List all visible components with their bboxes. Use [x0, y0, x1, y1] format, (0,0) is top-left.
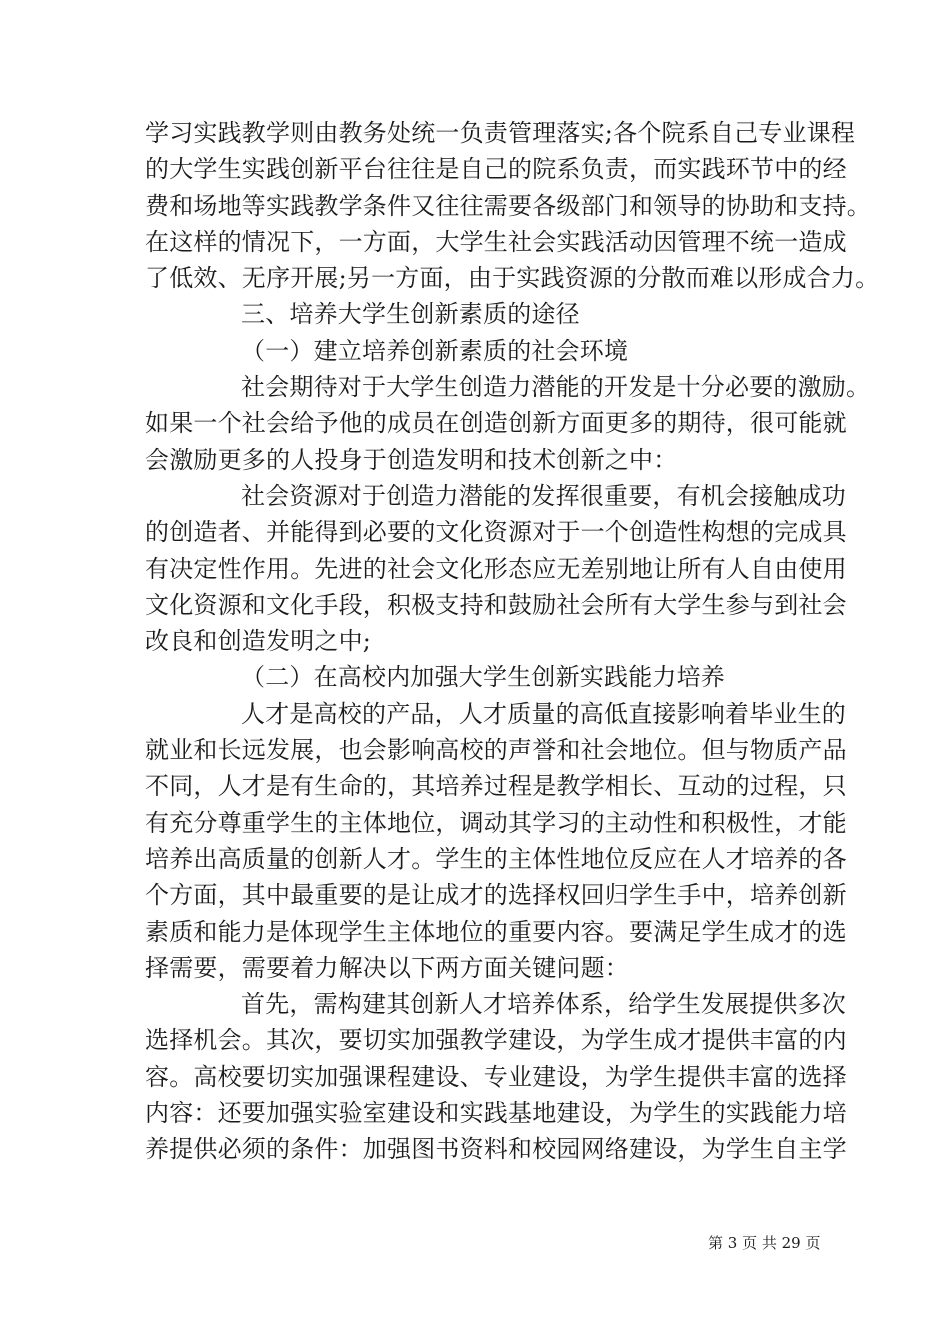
text-line: 改良和创造发明之中;: [145, 627, 372, 656]
text-line: 养提供必须的条件：加强图书资料和校园网络建设，为学生自主学: [145, 1135, 847, 1164]
text-line: 的创造者、并能得到必要的文化资源对于一个创造性构想的完成具: [145, 518, 847, 547]
text-line: 社会期待对于大学生创造力潜能的开发是十分必要的激励。: [241, 373, 871, 402]
text-line: 培养出高质量的创新人才。学生的主体性地位反应在人才培养的各: [145, 844, 847, 873]
document-body: [145, 115, 880, 1168]
text-line: 择需要，需要着力解决以下两方面关键问题：: [145, 953, 629, 982]
text-line: 文化资源和文化手段，积极支持和鼓励社会所有大学生参与到社会: [145, 590, 847, 619]
text-line: 在这样的情况下，一方面，大学生社会实践活动因管理不统一造成: [145, 227, 847, 256]
subsection-heading: （二）在高校内加强大学生创新实践能力培养: [241, 663, 725, 692]
text-line: 如果一个社会给予他的成员在创造创新方面更多的期待，很可能就: [145, 409, 847, 438]
text-line: 素质和能力是体现学生主体地位的重要内容。要满足学生成才的选: [145, 917, 847, 946]
text-line: 不同，人才是有生命的，其培养过程是教学相长、互动的过程，只: [145, 772, 847, 801]
text-line: 社会资源对于创造力潜能的发挥很重要，有机会接触成功: [241, 481, 846, 510]
subsection-heading: （一）建立培养创新素质的社会环境: [241, 336, 629, 365]
text-line: 个方面，其中最重要的是让成才的选择权回归学生手中，培养创新: [145, 881, 847, 910]
text-line: 学习实践教学则由教务处统一负责管理落实;各个院系自己专业课程: [145, 119, 856, 147]
text-line: 有充分尊重学生的主体地位，调动其学习的主动性和积极性，才能: [145, 808, 847, 837]
text-line: 选择机会。其次，要切实加强教学建设，为学生成才提供丰富的内: [145, 1026, 847, 1055]
text-line: 人才是高校的产品，人才质量的高低直接影响着毕业生的: [241, 699, 846, 728]
text-line: 首先，需构建其创新人才培养体系，给学生发展提供多次: [241, 990, 846, 1019]
text-line: 有决定性作用。先进的社会文化形态应无差别地让所有人自由使用: [145, 554, 847, 583]
text-line: 费和场地等实践教学条件又往往需要各级部门和领导的协助和支持。: [145, 191, 871, 220]
text-line: 的大学生实践创新平台往往是自己的院系负责，而实践环节中的经: [145, 155, 847, 184]
page-number: 第 3 页 共 29 页: [708, 1234, 821, 1252]
text-line: 就业和长远发展，也会影响高校的声誉和社会地位。但与物质产品: [145, 736, 847, 765]
text-line: 了低效、无序开展;另一方面，由于实践资源的分散而难以形成合力。: [145, 264, 880, 293]
text-line: 内容：还要加强实验室建设和实践基地建设，为学生的实践能力培: [145, 1099, 847, 1128]
section-heading: 三、培养大学生创新素质的途径: [241, 300, 580, 329]
text-line: 会激励更多的人投身于创造发明和技术创新之中：: [145, 445, 678, 474]
text-line: 容。高校要切实加强课程建设、专业建设，为学生提供丰富的选择: [145, 1062, 847, 1091]
